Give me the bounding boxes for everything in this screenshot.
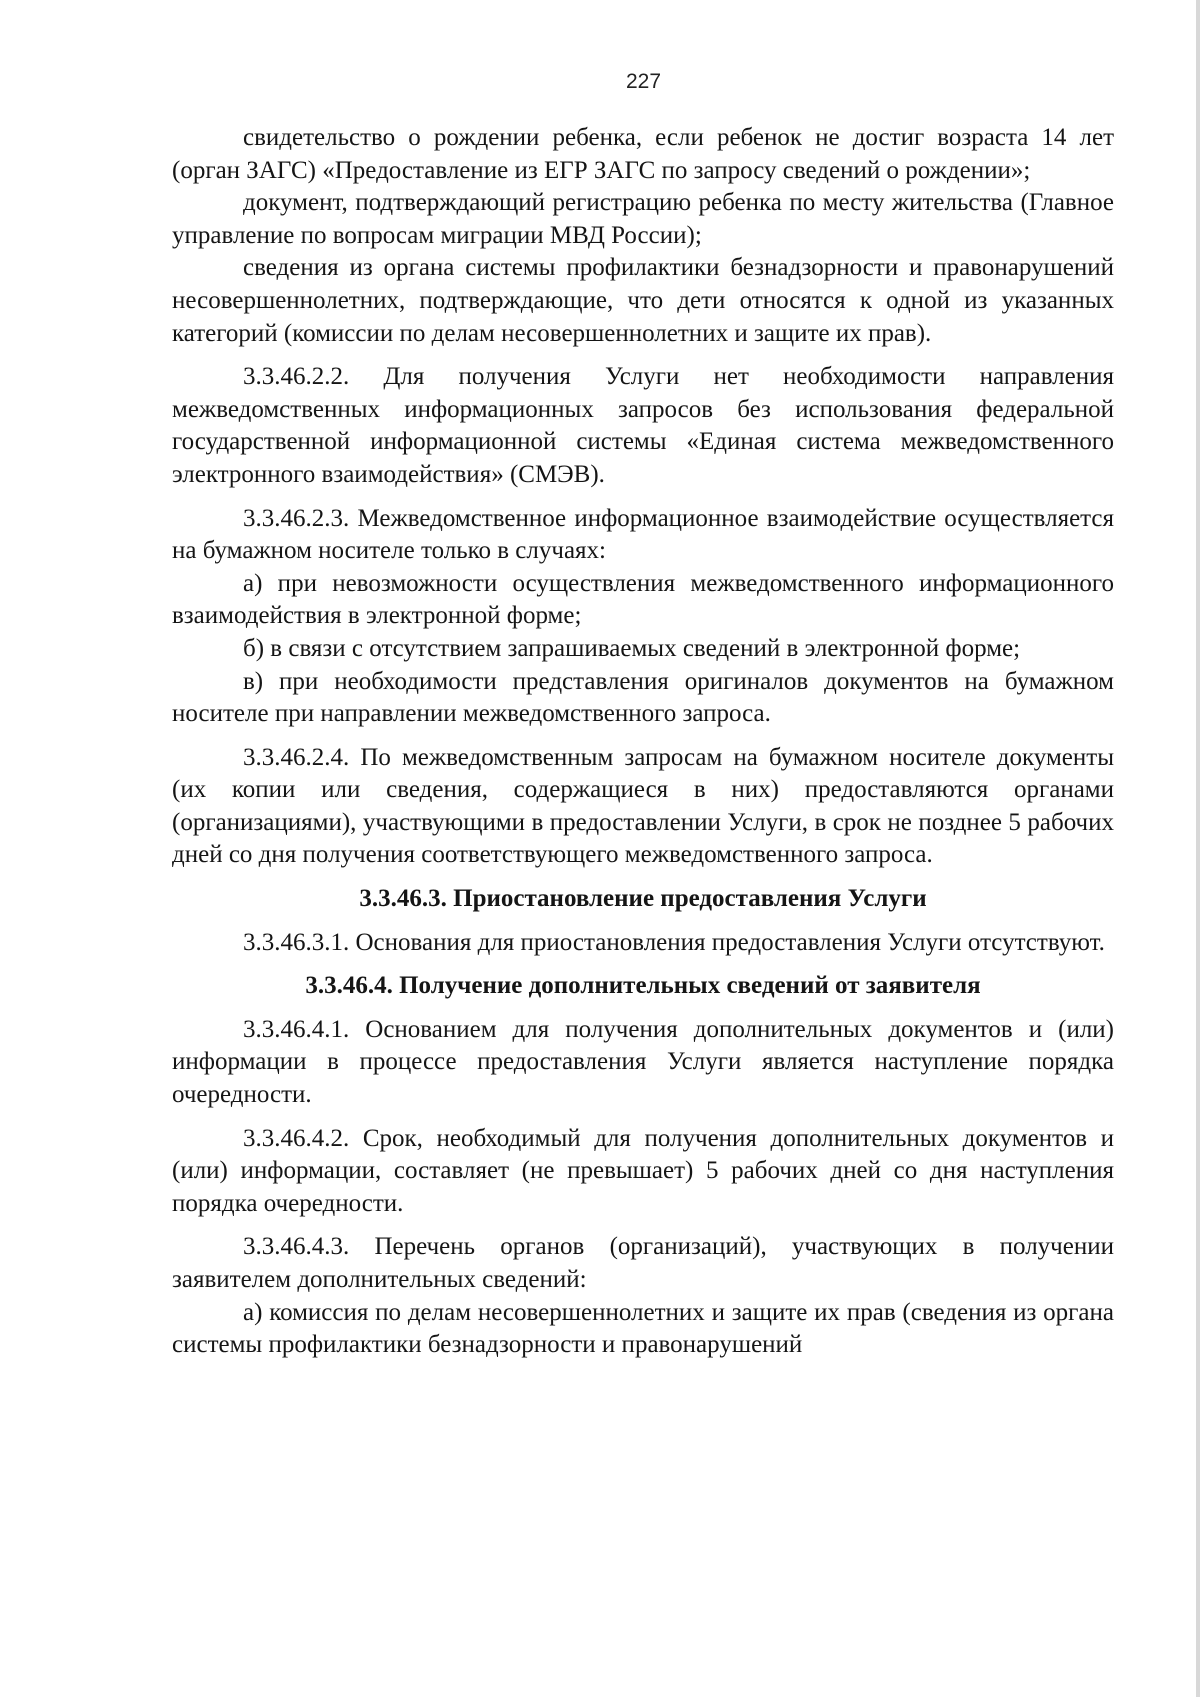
paragraph-3-3-46-3-1: 3.3.46.3.1. Основания для приостановления предоставления Услуги отсутствуют. [243,928,1105,956]
paragraph-residence-registration: документ, подтверждающий регистрацию ребенка по месту жительства (Главное управление по вопросам миграции МВД России); [172,189,1114,249]
paragraph-3-3-46-4-1: 3.3.46.4.1. Основанием для получения дополнительных документов и (или) информации в процессе предоставления Услуги является наступление порядка очередности. [172,1015,1114,1109]
list-item-b: б) в связи с отсутствием запрашиваемых сведений в электронной форме; [243,634,1021,662]
document-body [172,122,1114,1362]
section-heading-3-3-46-3: 3.3.46.3. Приостановление предоставления Услуги [359,885,927,913]
paragraph-birth-certificate: свидетельство о рождении ребенка, если ребенок не достиг возраста 14 лет (орган ЗАГС) «Предоставление из ЕГР ЗАГС по запросу сведений о рождении»; [172,124,1114,184]
section-heading-3-3-46-4: 3.3.46.4. Получение дополнительных сведений от заявителя [305,972,981,1000]
paragraph-3-3-46-4-3: 3.3.46.4.3. Перечень органов (организаций), участвующих в получении заявителем дополнительных сведений: [172,1233,1114,1293]
page-number: 227 [625,70,662,93]
paragraph-3-3-46-2-4: 3.3.46.2.4. По межведомственным запросам на бумажном носителе документы (их копии или сведения, содержащиеся в них) предоставляются органами (организациями), участвующими в предоставлении Услуги, в срок не позднее 5 рабочих дней со дня получения соответствующего межведомственного запроса. [172,743,1114,869]
paragraph-3-3-46-2-3: 3.3.46.2.3. Межведомственное информационное взаимодействие осуществляется на бумажном носителе только в случаях: [172,504,1114,565]
paragraph-3-3-46-4-2: 3.3.46.4.2. Срок, необходимый для получения дополнительных документов и (или) информации, составляет (не превышает) 5 рабочих дней со дня наступления порядка очередности. [172,1124,1114,1217]
list-item-v: в) при необходимости представления оригиналов документов на бумажном носителе при направлении межведомственного запроса. [172,667,1114,728]
list-item-a: а) при невозможности осуществления межведомственного информационного взаимодействия в электронной форме; [172,569,1114,630]
paragraph-3-3-46-2-2: 3.3.46.2.2. Для получения Услуги нет необходимости направления межведомственных информационных запросов без использования федеральной государственной информационной системы «Единая система межведомственного электронного взаимодействия» (СМЭВ). [172,363,1114,488]
list-item-a-commission: а) комиссия по делам несовершеннолетних и защите их прав (сведения из органа системы профилактики безнадзорности и правонарушений [172,1298,1114,1359]
page-edge [1196,0,1200,1697]
paragraph-prevention-body-info: сведения из органа системы профилактики безнадзорности и правонарушений несовершеннолетних, подтверждающие, что дети относятся к одной из указанных категорий (комиссии по делам несовершеннолетних и защите их прав). [172,254,1114,347]
